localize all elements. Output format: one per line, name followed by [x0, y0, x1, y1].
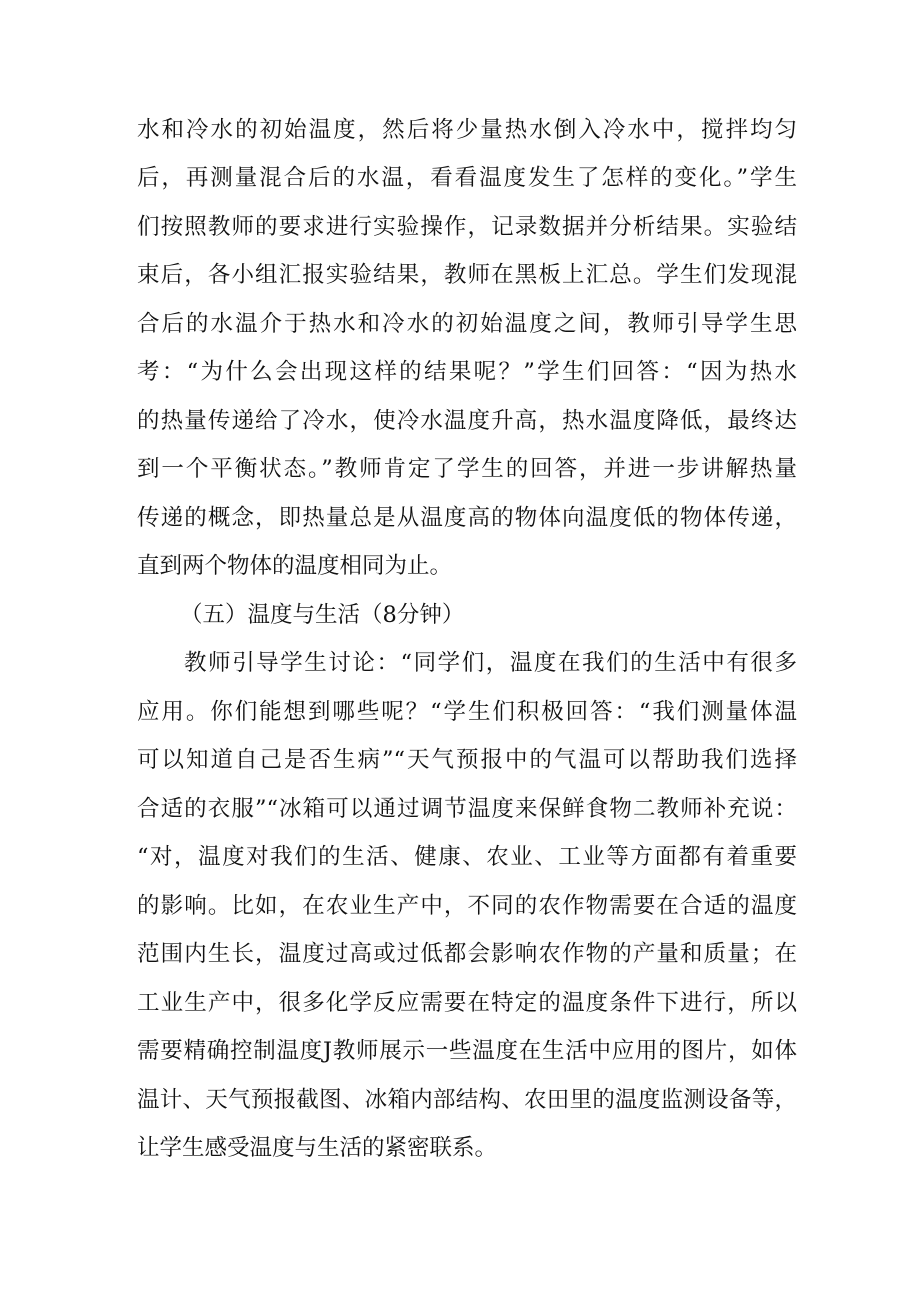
paragraph-line: 合后的水温介于热水和冷水的初始温度之间，教师引导学生思: [137, 311, 797, 337]
paragraph-line: 应用。你们能想到哪些呢？“学生们积极回答：“我们测量体温: [137, 699, 797, 725]
paragraph-line: 到一个平衡状态。”教师肯定了学生的回答，并进一步讲解热量: [137, 456, 797, 482]
paragraph-line: 合适的衣服”“冰箱可以通过调节温度来保鲜食物二教师补充说：: [137, 796, 797, 822]
paragraph-line: 需要精确控制温度J教师展示一些温度在生活中应用的图片，如体: [137, 1038, 797, 1064]
paragraph-line: 的影响。比如，在农业生产中，不同的农作物需要在合适的温度: [137, 893, 797, 919]
paragraph-line: 直到两个物体的温度相同为止。: [137, 553, 453, 579]
paragraph-line: 们按照教师的要求进行实验操作，记录数据并分析结果。实验结: [137, 214, 797, 240]
paragraph-line: 传递的概念，即热量总是从温度高的物体向温度低的物体传递，: [137, 505, 797, 531]
paragraph-line: 后，再测量混合后的水温，看看温度发生了怎样的变化。”学生: [137, 165, 797, 191]
paragraph-line: 工业生产中，很多化学反应需要在特定的温度条件下进行，所以: [137, 990, 797, 1016]
paragraph-line: 考：“为什么会出现这样的结果呢？”学生们回答：“因为热水: [137, 359, 797, 385]
paragraph-line: 教师引导学生讨论：“同学们，温度在我们的生活中有很多: [184, 650, 797, 676]
paragraph-line: 束后，各小组汇报实验结果，教师在黑板上汇总。学生们发现混: [137, 262, 797, 288]
paragraph-line: 范围内生长，温度过高或过低都会影响农作物的产量和质量；在: [137, 941, 797, 967]
paragraph-line: 温计、天气预报截图、冰箱内部结构、农田里的温度监测设备等，: [137, 1087, 797, 1113]
paragraph-line: “对，温度对我们的生活、健康、农业、工业等方面都有着重要: [137, 844, 797, 870]
section-heading: （五）温度与生活（8分钟）: [180, 602, 465, 628]
paragraph-line: 水和冷水的初始温度，然后将少量热水倒入冷水中，搅拌均匀: [137, 117, 797, 143]
paragraph-line: 让学生感受温度与生活的紧密联系。: [137, 1135, 498, 1161]
paragraph-line: 的热量传递给了冷水，使冷水温度升高，热水温度降低，最终达: [137, 408, 797, 434]
paragraph-line: 可以知道自己是否生病”“天气预报中的气温可以帮助我们选择: [137, 747, 797, 773]
